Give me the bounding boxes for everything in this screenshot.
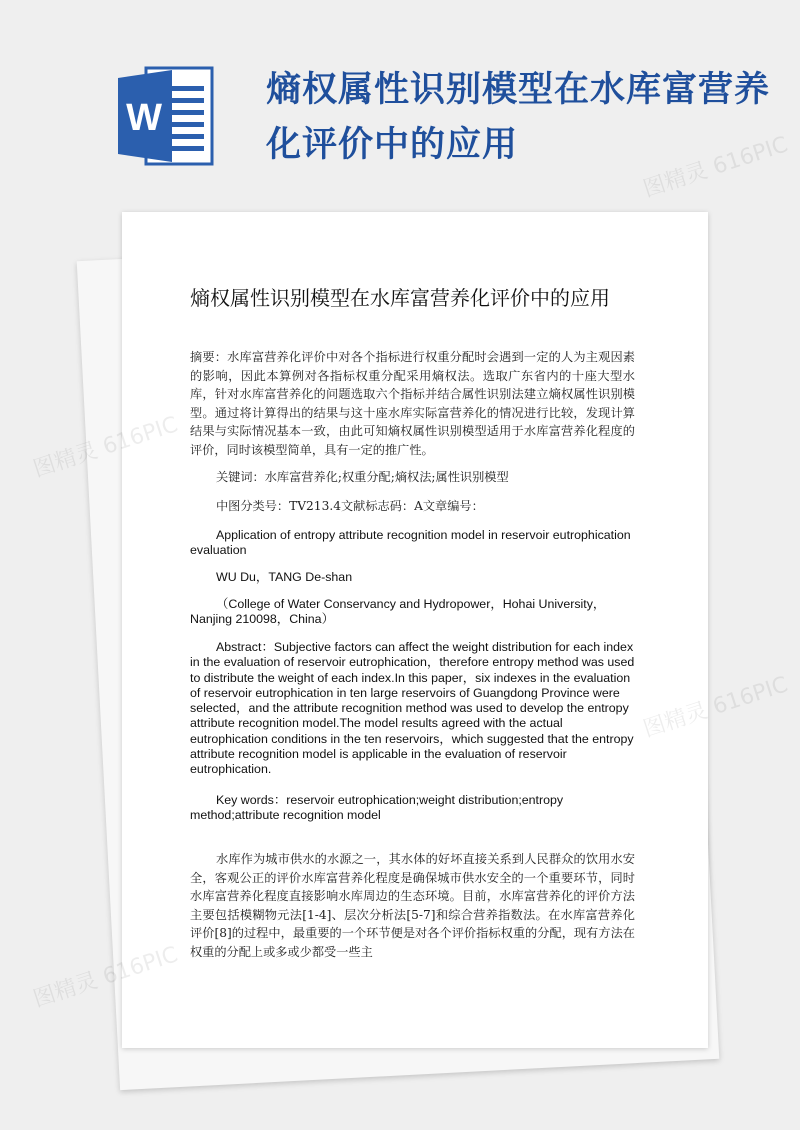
document-title: 熵权属性识别模型在水库富营养化评价中的应用 xyxy=(190,286,610,310)
affiliation-en: （College of Water Conservancy and Hydropower，Hohai University，Nanjing 210098，China） xyxy=(190,597,606,627)
classification-cn: 中图分类号：TV213.4文献标志码：A文章编号： xyxy=(216,499,484,513)
keywords-en: Key words：reservoir eutrophication;weight distribution;entropy method;attribute recognition model xyxy=(190,793,564,823)
document-page xyxy=(122,212,708,1048)
watermark: 图精灵 616PIC xyxy=(640,672,791,743)
title-en: Application of entropy attribute recognition model in reservoir eutrophication evaluation xyxy=(190,528,631,558)
watermark: 图精灵 616PIC xyxy=(640,132,791,203)
header xyxy=(0,0,800,215)
abstract-en: Abstract：Subjective factors can affect the weight distribution for each index in the evaluation of reservoir eutrophication，therefore entropy method was used to distribute the weight of each index.In this paper，six indexes in the evaluation of reservoir eutrophication in ten large reservoirs of Guangdong Province were selected，and the attribute recognition method was used to develop the entropy attribute recognition model.The model results agreed with the actual eutrophication conditions in the ten reservoirs，which suggested that the entropy attribute recognition model is applicable in the evaluation of reservoir eutrophication. xyxy=(190,640,635,777)
abstract-cn: 摘要：水库富营养化评价中对各个指标进行权重分配时会遇到一定的人为主观因素的影响，因此本算例对各指标权重分配采用熵权法。选取广东省内的十座大型水库，针对水库富营养化的问题选取六个指标并结合属性识别法建立熵权属性识别模型。通过将计算得出的结果与这十座水库实际富营养化的情况进行比较，发现计算结果与实际情况基本一致，由此可知熵权属性识别模型适用于水库富营养化程度的评价，同时该模型简单，具有一定的推广性。 xyxy=(190,350,635,457)
watermark: 图精灵 xyxy=(30,438,101,483)
word-document-icon xyxy=(118,62,214,170)
intro-cn: 水库作为城市供水的水源之一，其水体的好坏直接关系到人民群众的饮用水安全，客观公正的评价水库富营养化程度是确保城市供水安全的一个重要环节，同时水库富营养化程度直接影响水库周边的生态环境。目前，水库富营养化的评价方法主要包括模糊物元法[1-4]、层次分析法[5-7]和综合营养指数法。在水库富营养化评价[8]的过程中，最重要的一个环节便是对各个评价指标权重的分配，现有方法在权重的分配上或多或少都受一些主 xyxy=(190,852,635,959)
keywords-cn: 关键词：水库富营养化;权重分配;熵权法;属性识别模型 xyxy=(216,470,509,484)
page-title: 熵权属性识别模型在水库富营养化评价中的应用 xyxy=(266,69,771,165)
authors-en: WU Du，TANG De-shan xyxy=(216,570,353,584)
watermark: 图精灵 616PIC xyxy=(30,942,181,1013)
word-icon-letter: W xyxy=(126,97,162,139)
